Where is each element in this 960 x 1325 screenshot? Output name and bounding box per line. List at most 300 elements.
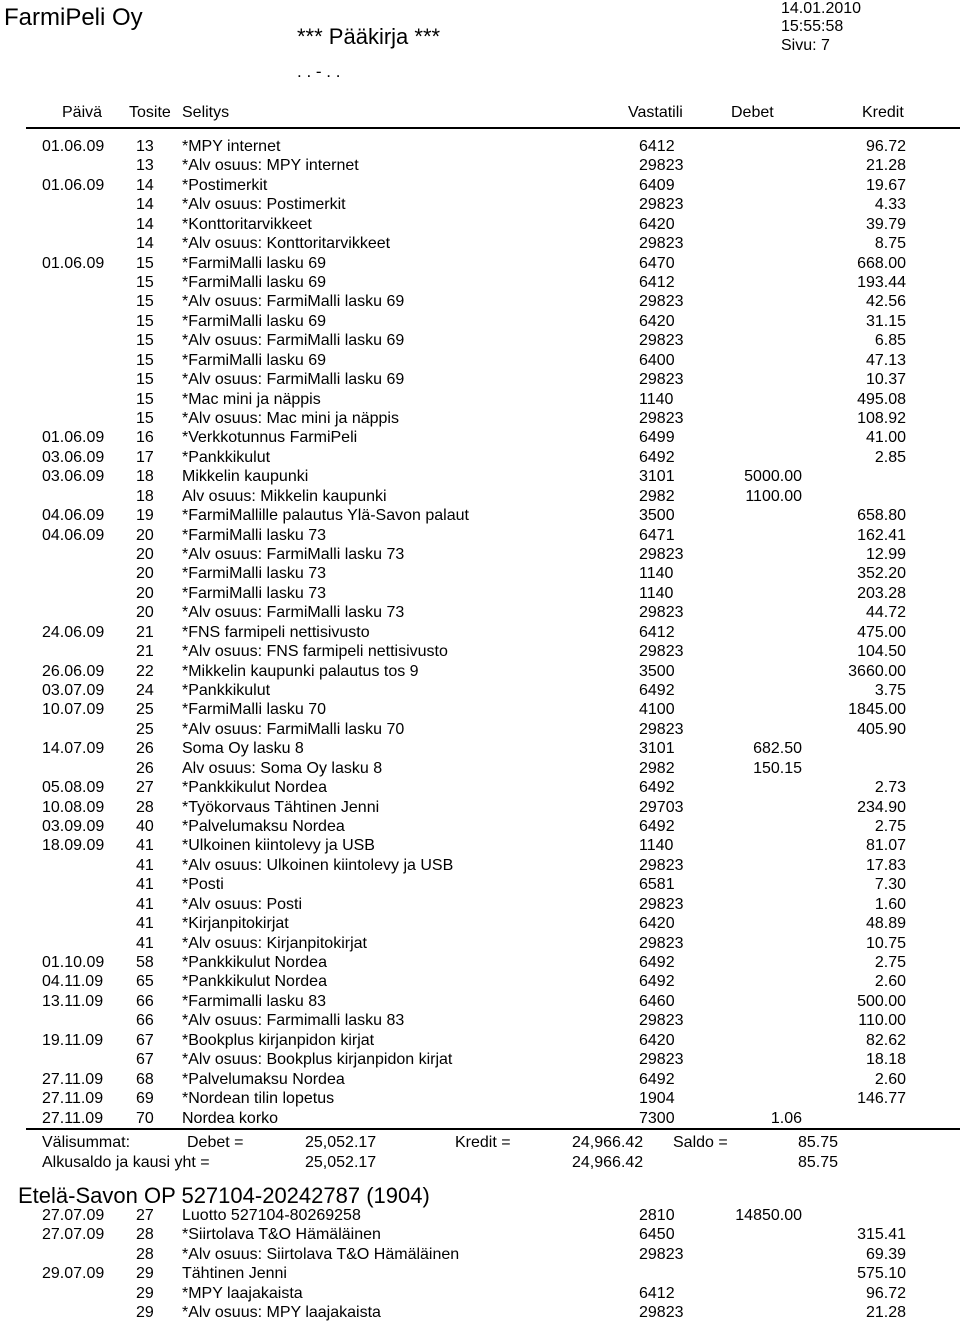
row-description: *Verkkotunnus FarmiPeli — [182, 429, 358, 447]
row-date: 03.09.09 — [42, 818, 105, 836]
row-voucher: 41 — [136, 934, 154, 952]
row-account: 4100 — [639, 701, 675, 719]
table-row — [0, 624, 960, 644]
row-account: 6420 — [639, 915, 675, 933]
row-description: *FarmiMalli lasku 69 — [182, 312, 327, 330]
row-credit: 42.56 — [865, 293, 906, 311]
row-description: *Alv osuus: FarmiMalli lasku 69 — [182, 371, 405, 389]
subtotal-debit-value: 25,052.17 — [305, 1134, 377, 1151]
row-account: 6492 — [639, 448, 675, 466]
row-description: *FarmiMalli lasku 70 — [182, 701, 327, 719]
row-credit: 3660.00 — [848, 662, 906, 680]
row-description: *Palvelumaksu Nordea — [182, 818, 345, 836]
table-row — [0, 1226, 960, 1246]
row-voucher: 14 — [136, 215, 154, 233]
table-row — [0, 1304, 960, 1324]
row-account: 6492 — [639, 954, 675, 972]
row-description: *Postimerkit — [182, 176, 268, 194]
row-credit: 19.67 — [865, 176, 906, 194]
row-description: *Alv osuus: Postimerkit — [182, 196, 346, 214]
row-description: *FarmiMalli lasku 73 — [182, 584, 327, 602]
row-voucher: 25 — [136, 720, 154, 738]
row-description: *Konttoritarvikkeet — [182, 215, 312, 233]
row-description: *FarmiMallille palautus Ylä-Savon palaut — [182, 507, 469, 525]
row-credit: 1.60 — [874, 895, 906, 913]
table-row — [0, 216, 960, 236]
row-description: *Alv osuus: FNS farmipeli nettisivusto — [182, 643, 448, 661]
row-credit: 658.80 — [857, 507, 906, 525]
row-credit: 17.83 — [865, 856, 906, 874]
row-credit: 2.75 — [874, 954, 906, 972]
subtotal-balance-value: 85.75 — [798, 1134, 839, 1151]
row-account: 6450 — [639, 1226, 675, 1244]
row-credit: 96.72 — [865, 138, 906, 155]
report-subtitle: . . - . . — [297, 62, 341, 81]
table-row — [0, 1051, 960, 1071]
row-description: *Alv osuus: Bookplus kirjanpidon kirjat — [182, 1051, 453, 1069]
company-name: FarmiPeli Oy — [4, 4, 143, 31]
row-date: 03.06.09 — [42, 468, 105, 486]
table-row — [0, 973, 960, 993]
row-voucher: 67 — [136, 1051, 154, 1069]
row-account: 3500 — [639, 662, 675, 680]
row-description: *Posti — [182, 876, 224, 894]
row-credit: 47.13 — [865, 351, 906, 369]
row-date: 04.11.09 — [42, 973, 104, 991]
row-description: *Pankkikulut Nordea — [182, 954, 327, 972]
column-header-account: Vastatili — [628, 104, 683, 121]
row-account: 29823 — [639, 410, 684, 428]
row-description: *Alv osuus: Farmimalli lasku 83 — [182, 1012, 405, 1030]
row-description: *FNS farmipeli nettisivusto — [182, 623, 370, 641]
header-divider — [26, 127, 960, 129]
table-row — [0, 1110, 960, 1130]
row-account: 29823 — [639, 196, 684, 214]
row-credit: 352.20 — [857, 565, 906, 583]
row-description: *Alv osuus: FarmiMalli lasku 69 — [182, 293, 405, 311]
row-voucher: 20 — [136, 526, 154, 544]
row-account: 29823 — [639, 1245, 684, 1263]
row-voucher: 70 — [136, 1109, 154, 1127]
opening-credit: 24,966.42 — [572, 1154, 644, 1171]
row-description: *Alv osuus: Kirjanpitokirjat — [182, 934, 367, 952]
table-row — [0, 138, 960, 158]
row-voucher: 65 — [136, 973, 154, 991]
row-credit: 405.90 — [857, 720, 906, 738]
opening-balance: 85.75 — [798, 1154, 839, 1171]
row-description: *Alv osuus: FarmiMalli lasku 73 — [182, 604, 405, 622]
row-description: *Pankkikulut — [182, 448, 271, 466]
table-row — [0, 1071, 960, 1091]
row-description: *Alv osuus: MPY internet — [182, 157, 359, 175]
row-date: 01.06.09 — [42, 254, 105, 272]
row-voucher: 21 — [136, 623, 154, 641]
row-credit: 108.92 — [857, 410, 906, 428]
table-row — [0, 740, 960, 760]
table-row — [0, 896, 960, 916]
table-row — [0, 682, 960, 702]
row-account: 1140 — [639, 390, 674, 408]
row-account: 6412 — [639, 274, 675, 291]
table-row — [0, 196, 960, 216]
row-credit: 82.62 — [865, 1031, 906, 1049]
row-description: *Työkorvaus Tähtinen Jenni — [182, 798, 380, 816]
row-description: Luotto 527104-80269258 — [182, 1207, 361, 1224]
row-credit: 8.75 — [874, 235, 906, 253]
row-voucher: 22 — [136, 662, 154, 680]
table-row — [0, 1246, 960, 1266]
row-date: 05.08.09 — [42, 779, 105, 797]
row-account: 3101 — [639, 468, 675, 486]
row-date: 27.11.09 — [42, 1109, 104, 1127]
subtotal-label: Välisummat: — [42, 1134, 131, 1151]
row-credit: 104.50 — [857, 643, 906, 661]
subtotal-balance-label: Saldo = — [673, 1134, 728, 1151]
table-row — [0, 546, 960, 566]
row-voucher: 26 — [136, 759, 154, 777]
table-row — [0, 663, 960, 683]
table-row — [0, 429, 960, 449]
row-account: 29703 — [639, 798, 684, 816]
row-voucher: 14 — [136, 176, 154, 194]
row-voucher: 41 — [136, 895, 154, 913]
table-row — [0, 643, 960, 663]
row-voucher: 15 — [136, 390, 154, 408]
table-row — [0, 468, 960, 488]
row-description: *FarmiMalli lasku 73 — [182, 565, 327, 583]
table-row — [0, 293, 960, 313]
row-voucher: 69 — [136, 1090, 154, 1108]
row-account: 1140 — [639, 584, 674, 602]
row-voucher: 28 — [136, 798, 154, 816]
row-date: 27.11.09 — [42, 1070, 104, 1088]
row-voucher: 27 — [136, 1207, 154, 1224]
print-time: 15:55:58 — [781, 18, 844, 35]
row-account: 6492 — [639, 682, 675, 700]
row-voucher: 21 — [136, 643, 154, 661]
row-account: 6492 — [639, 818, 675, 836]
row-description: *Palvelumaksu Nordea — [182, 1070, 345, 1088]
row-credit: 18.18 — [865, 1051, 906, 1069]
row-description: *Pankkikulut Nordea — [182, 973, 327, 991]
row-voucher: 58 — [136, 954, 154, 972]
row-credit: 2.75 — [874, 818, 906, 836]
row-account: 1904 — [639, 1090, 675, 1108]
row-voucher: 15 — [136, 312, 154, 330]
row-account: 29823 — [639, 546, 684, 564]
table-row — [0, 274, 960, 294]
row-account: 29823 — [639, 1051, 684, 1069]
table-row — [0, 488, 960, 508]
column-header-credit: Kredit — [862, 104, 904, 121]
row-account: 6420 — [639, 1031, 675, 1049]
row-date: 27.07.09 — [42, 1226, 105, 1244]
row-voucher: 20 — [136, 584, 154, 602]
row-description: Nordea korko — [182, 1109, 279, 1127]
row-voucher: 41 — [136, 876, 154, 894]
row-voucher: 28 — [136, 1226, 154, 1244]
row-description: *MPY internet — [182, 138, 281, 155]
table-row — [0, 818, 960, 838]
row-credit: 6.85 — [874, 332, 906, 350]
row-description: *Alv osuus: Posti — [182, 895, 303, 913]
summary-divider — [26, 1128, 960, 1130]
row-account: 2982 — [639, 487, 675, 505]
row-debit: 1100.00 — [745, 487, 802, 505]
row-date: 03.07.09 — [42, 682, 105, 700]
row-account: 29823 — [639, 720, 684, 738]
row-voucher: 15 — [136, 254, 154, 272]
row-credit: 10.37 — [865, 371, 906, 389]
row-debit: 1.06 — [770, 1109, 802, 1127]
row-credit: 31.15 — [865, 312, 906, 330]
row-account: 2982 — [639, 759, 675, 777]
row-credit: 96.72 — [865, 1284, 906, 1302]
table-row — [0, 177, 960, 197]
row-description: Soma Oy lasku 8 — [182, 740, 304, 758]
table-row — [0, 1207, 960, 1227]
row-description: *Nordean tilin lopetus — [182, 1090, 335, 1108]
row-voucher: 26 — [136, 740, 154, 758]
table-row — [0, 585, 960, 605]
row-credit: 146.77 — [857, 1090, 906, 1108]
row-credit: 315.41 — [857, 1226, 906, 1244]
row-description: *Alv osuus: FarmiMalli lasku 73 — [182, 546, 405, 564]
row-account: 6460 — [639, 992, 675, 1010]
row-description: *MPY laajakaista — [182, 1284, 303, 1302]
row-description: *Alv osuus: FarmiMalli lasku 69 — [182, 332, 405, 350]
row-voucher: 67 — [136, 1031, 154, 1049]
row-credit: 2.60 — [874, 973, 906, 991]
table-row — [0, 255, 960, 275]
row-date: 04.06.09 — [42, 526, 105, 544]
column-header-date: Päivä — [62, 104, 103, 121]
row-credit: 21.28 — [865, 157, 906, 175]
row-date: 13.11.09 — [42, 992, 104, 1010]
row-voucher: 16 — [136, 429, 154, 447]
row-credit: 2.73 — [874, 779, 906, 797]
row-voucher: 15 — [136, 332, 154, 350]
row-account: 29823 — [639, 934, 684, 952]
row-voucher: 15 — [136, 371, 154, 389]
row-date: 14.07.09 — [42, 740, 105, 758]
table-row — [0, 1090, 960, 1110]
row-description: *Pankkikulut — [182, 682, 271, 700]
row-credit: 69.39 — [865, 1245, 906, 1263]
table-row — [0, 410, 960, 430]
row-credit: 3.75 — [874, 682, 906, 700]
table-row — [0, 1285, 960, 1305]
row-date: 10.07.09 — [42, 701, 105, 719]
table-row — [0, 507, 960, 527]
row-credit: 495.08 — [857, 390, 906, 408]
row-description: *Alv osuus: Konttoritarvikkeet — [182, 235, 391, 253]
row-date: 27.07.09 — [42, 1207, 105, 1224]
table-row — [0, 915, 960, 935]
print-date: 14.01.2010 — [781, 0, 862, 17]
row-voucher: 66 — [136, 1012, 154, 1030]
table-row — [0, 799, 960, 819]
row-credit: 41.00 — [865, 429, 906, 447]
row-account: 29823 — [639, 371, 684, 389]
row-account: 6420 — [639, 215, 675, 233]
row-date: 10.08.09 — [42, 798, 105, 816]
row-date: 27.11.09 — [42, 1090, 104, 1108]
row-account: 6412 — [639, 1284, 675, 1302]
row-credit: 21.28 — [865, 1304, 906, 1322]
row-voucher: 20 — [136, 604, 154, 622]
opening-debit: 25,052.17 — [305, 1154, 377, 1171]
row-credit: 81.07 — [865, 837, 906, 855]
row-date: 18.09.09 — [42, 837, 105, 855]
table-row — [0, 935, 960, 955]
table-row — [0, 527, 960, 547]
row-debit: 150.15 — [753, 759, 802, 777]
row-credit: 234.90 — [857, 798, 906, 816]
table-row — [0, 701, 960, 721]
row-date: 24.06.09 — [42, 623, 105, 641]
row-date: 01.10.09 — [42, 954, 105, 972]
row-voucher: 15 — [136, 351, 154, 369]
row-credit: 162.41 — [857, 526, 906, 544]
row-account: 6492 — [639, 973, 675, 991]
row-voucher: 20 — [136, 546, 154, 564]
subtotal-credit-label: Kredit = — [455, 1134, 511, 1151]
report-title: *** Pääkirja *** — [297, 24, 441, 49]
row-credit: 668.00 — [857, 254, 906, 272]
row-credit: 2.60 — [874, 1070, 906, 1088]
row-account: 6409 — [639, 176, 675, 194]
table-row — [0, 1032, 960, 1052]
row-description: *FarmiMalli lasku 69 — [182, 274, 327, 291]
row-credit: 475.00 — [857, 623, 906, 641]
row-voucher: 68 — [136, 1070, 154, 1088]
row-voucher: 13 — [136, 138, 154, 155]
row-voucher: 13 — [136, 157, 154, 175]
row-description: Tähtinen Jenni — [182, 1265, 287, 1283]
table-row — [0, 721, 960, 741]
table-row — [0, 779, 960, 799]
row-description: *Ulkoinen kiintolevy ja USB — [182, 837, 375, 855]
row-description: *Alv osuus: Ulkoinen kiintolevy ja USB — [182, 856, 454, 874]
page-number: Sivu: 7 — [781, 37, 830, 54]
table-row — [0, 371, 960, 391]
row-description: *Pankkikulut Nordea — [182, 779, 327, 797]
row-account: 6420 — [639, 312, 675, 330]
row-account: 29823 — [639, 1012, 684, 1030]
table-row — [0, 857, 960, 877]
table-row — [0, 954, 960, 974]
row-date: 29.07.09 — [42, 1265, 105, 1283]
row-account: 7300 — [639, 1109, 675, 1127]
row-voucher: 14 — [136, 196, 154, 214]
row-credit: 48.89 — [865, 915, 906, 933]
row-credit: 10.75 — [865, 934, 906, 952]
table-row — [0, 391, 960, 411]
row-credit: 203.28 — [857, 584, 906, 602]
row-credit: 575.10 — [857, 1265, 906, 1283]
row-description: Alv osuus: Mikkelin kaupunki — [182, 487, 387, 505]
row-account: 29823 — [639, 643, 684, 661]
row-voucher: 66 — [136, 992, 154, 1010]
row-debit: 682.50 — [753, 740, 802, 758]
bank-account-title: Etelä-Savon OP 527104-20242787 (1904) — [18, 1183, 430, 1208]
row-voucher: 15 — [136, 274, 154, 291]
row-account: 29823 — [639, 332, 684, 350]
table-row — [0, 449, 960, 469]
column-header-debit: Debet — [731, 104, 774, 121]
row-voucher: 19 — [136, 507, 154, 525]
row-date: 03.06.09 — [42, 448, 105, 466]
row-description: *Kirjanpitokirjat — [182, 915, 289, 933]
row-description: *Mikkelin kaupunki palautus tos 9 — [182, 662, 419, 680]
subtotal-credit-value: 24,966.42 — [572, 1134, 644, 1151]
row-description: Mikkelin kaupunki — [182, 468, 309, 486]
row-description: *Alv osuus: Siirtolava T&O Hämäläinen — [182, 1245, 460, 1263]
row-voucher: 20 — [136, 565, 154, 583]
row-voucher: 24 — [136, 682, 154, 700]
row-description: *Bookplus kirjanpidon kirjat — [182, 1031, 375, 1049]
row-credit: 1845.00 — [848, 701, 906, 719]
table-row — [0, 235, 960, 255]
row-voucher: 17 — [136, 448, 154, 466]
row-account: 6471 — [639, 526, 675, 544]
row-description: Alv osuus: Soma Oy lasku 8 — [182, 759, 383, 777]
row-account: 29823 — [639, 604, 684, 622]
row-credit: 39.79 — [865, 215, 906, 233]
row-account: 6412 — [639, 623, 675, 641]
row-voucher: 18 — [136, 487, 154, 505]
column-header-desc: Selitys — [182, 104, 230, 121]
row-date: 19.11.09 — [42, 1031, 104, 1049]
row-voucher: 41 — [136, 837, 154, 855]
row-account: 3101 — [639, 740, 675, 758]
row-date: 01.06.09 — [42, 429, 105, 447]
row-debit: 14850.00 — [735, 1207, 802, 1224]
row-account: 29823 — [639, 157, 684, 175]
row-voucher: 18 — [136, 468, 154, 486]
table-row — [0, 565, 960, 585]
row-voucher: 15 — [136, 410, 154, 428]
row-voucher: 29 — [136, 1284, 154, 1302]
row-credit: 2.85 — [874, 448, 906, 466]
row-credit: 500.00 — [857, 992, 906, 1010]
row-voucher: 28 — [136, 1245, 154, 1263]
row-date: 26.06.09 — [42, 662, 105, 680]
row-description: *Mac mini ja näppis — [182, 390, 321, 408]
row-voucher: 15 — [136, 293, 154, 311]
row-voucher: 29 — [136, 1304, 154, 1322]
subtotal-debit-label: Debet = — [187, 1134, 244, 1151]
table-row — [0, 313, 960, 333]
row-description: *FarmiMalli lasku 69 — [182, 254, 327, 272]
row-debit: 5000.00 — [744, 468, 802, 486]
row-credit: 4.33 — [874, 196, 906, 214]
row-date: 01.06.09 — [42, 138, 105, 155]
row-account: 1140 — [639, 565, 674, 583]
table-row — [0, 837, 960, 857]
row-voucher: 41 — [136, 915, 154, 933]
row-description: *Siirtolava T&O Hämäläinen — [182, 1226, 381, 1244]
table-row — [0, 1265, 960, 1285]
row-date: 04.06.09 — [42, 507, 105, 525]
row-voucher: 25 — [136, 701, 154, 719]
row-credit: 193.44 — [857, 274, 906, 291]
row-voucher: 40 — [136, 818, 154, 836]
table-row — [0, 1012, 960, 1032]
row-description: *Alv osuus: FarmiMalli lasku 70 — [182, 720, 405, 738]
row-description: *FarmiMalli lasku 69 — [182, 351, 327, 369]
